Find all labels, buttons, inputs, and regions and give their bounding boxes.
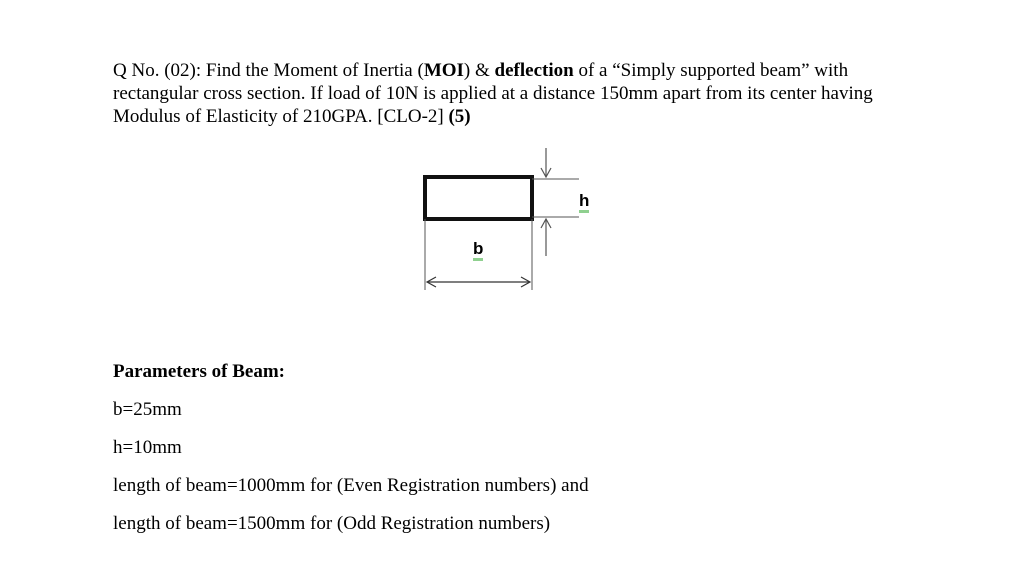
- deflection-bold: deflection: [494, 60, 574, 81]
- h-label-underline: [579, 210, 589, 213]
- h-dimension-label: h: [579, 192, 589, 213]
- question-line-1: Q No. (02): Find the Moment of Inertia (MOI) & deflection of a “Simply supported beam” with: [113, 60, 849, 81]
- param-h: h=10mm: [113, 437, 182, 458]
- b-label-underline: [473, 258, 483, 261]
- parameters-title: Parameters of Beam:: [113, 361, 285, 382]
- param-b: b=25mm: [113, 399, 182, 420]
- param-length-even: length of beam=1000mm for (Even Registration numbers) and: [113, 475, 589, 496]
- question-line-2: rectangular cross section. If load of 10N is applied at a distance 150mm apart from its center having: [113, 83, 873, 104]
- moi-bold: MOI: [423, 60, 464, 81]
- param-length-odd: length of beam=1500mm for (Odd Registration numbers): [113, 513, 551, 534]
- marks-bold: (5): [448, 106, 471, 127]
- cross-section-svg: [414, 140, 604, 300]
- b-dimension-label: b: [473, 240, 483, 261]
- question-text: [113, 59, 913, 128]
- beam-cross-section-diagram: [414, 140, 604, 300]
- question-line-3: Modulus of Elasticity of 210GPA. [CLO-2] (5): [113, 106, 471, 127]
- cross-section-rectangle: [425, 177, 532, 219]
